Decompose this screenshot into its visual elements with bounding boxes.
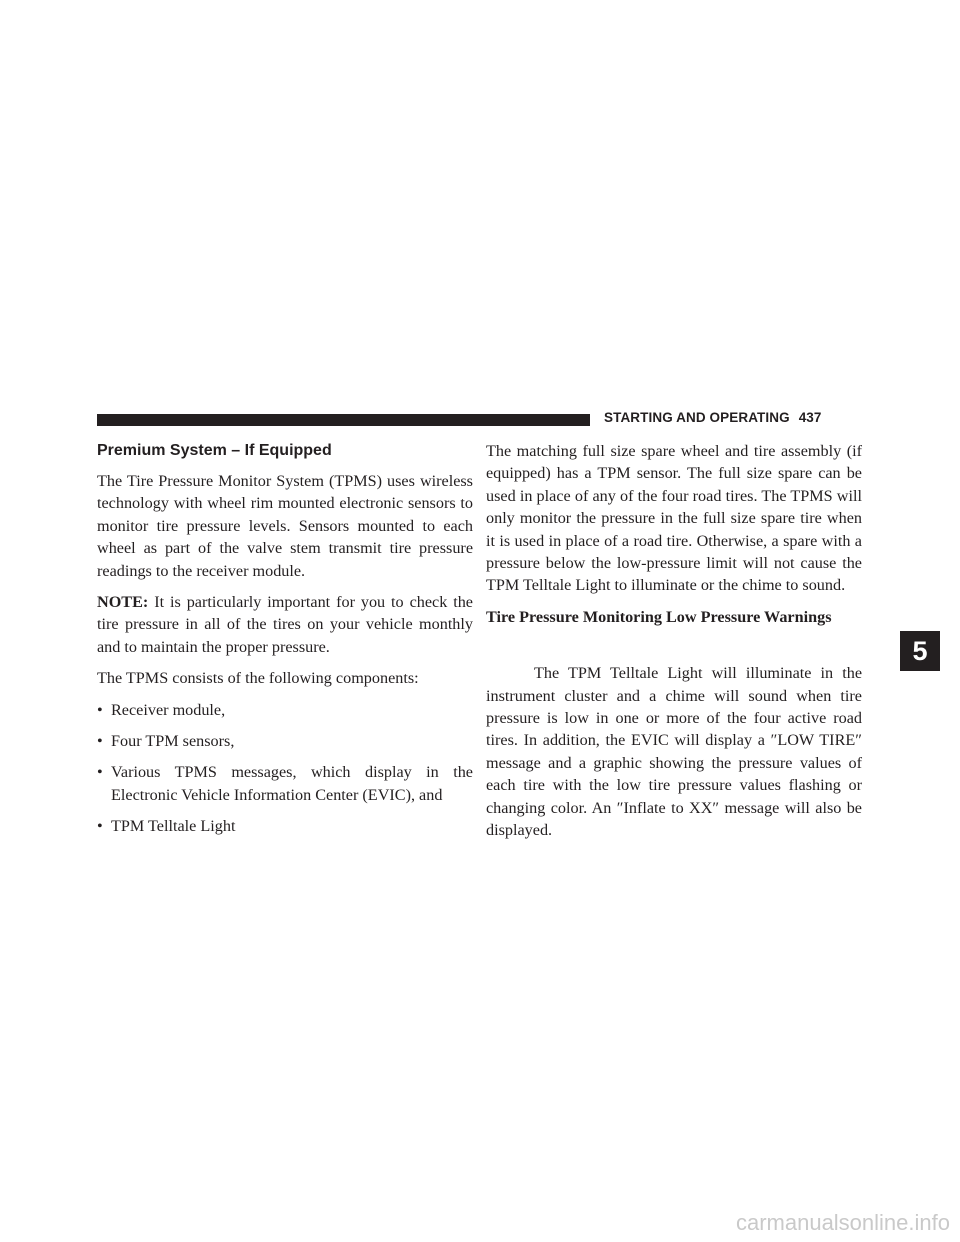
page-number: 437 bbox=[798, 410, 822, 425]
list-item bbox=[97, 815, 473, 837]
right-column bbox=[486, 440, 862, 851]
running-header bbox=[604, 410, 822, 425]
warning-paragraph: The TPM Telltale Light will illuminate in the instrument cluster and a chime will sound when tire pressure is low in one or more of the four active road tires. In addition, the EVIC will display a ″LOW TIRE″ message and a graphic showing the pressure values of each tire with the low tire pressure values flashing or changing color. An ″Inflate to XX″ message will also be displayed. bbox=[486, 664, 862, 840]
bullet-icon: • bbox=[97, 700, 103, 719]
note-label: NOTE: bbox=[97, 593, 149, 612]
list-item-text: Various TPMS messages, which display in the Electronic Vehicle Information Center (EVIC), and bbox=[111, 763, 473, 804]
list-item-text: Receiver module, bbox=[111, 700, 226, 719]
bullet-icon: • bbox=[97, 817, 103, 836]
warnings-subheading: Tire Pressure Monitoring Low Pressure Warnings bbox=[486, 607, 832, 626]
bullet-icon: • bbox=[97, 732, 103, 751]
chapter-tab: 5 bbox=[900, 631, 940, 671]
spare-paragraph: The matching full size spare wheel and tire assembly (if equipped) has a TPM sensor. The full size spare can be used in place of any of the four road tires. The TPMS will only monitor the pressure in the full size spare tire when it is used in place of a road tire. Otherwise, a spare with a pressure below the low-pressure limit will not cause the TPM Telltale Light to illuminate or the chime to sound. bbox=[486, 442, 862, 595]
section-title: STARTING AND OPERATING bbox=[604, 410, 790, 425]
note-text: It is particularly important for you to check the tire pressure in all of the tires on your vehicle monthly and to maintain the proper pressure. bbox=[97, 593, 473, 656]
list-item bbox=[97, 699, 473, 721]
section-heading: Premium System – If Equipped bbox=[97, 442, 332, 459]
intro-paragraph: The Tire Pressure Monitor System (TPMS) uses wireless technology with wheel rim mounted electronic sensors to monitor tire pressure levels. Sensors mounted to each wheel as part of the valve stem transmit tire pressure readings to the receiver module. bbox=[97, 472, 473, 580]
list-item bbox=[97, 761, 473, 806]
header-rule bbox=[97, 414, 590, 426]
list-item bbox=[97, 730, 473, 752]
note-paragraph bbox=[97, 591, 473, 658]
components-intro: The TPMS consists of the following components: bbox=[97, 669, 419, 688]
watermark: carmanualsonline.info bbox=[735, 1210, 950, 1235]
bullet-icon: • bbox=[97, 763, 103, 782]
list-item-text: TPM Telltale Light bbox=[111, 817, 236, 836]
list-item-text: Four TPM sensors, bbox=[111, 732, 235, 751]
left-column bbox=[97, 440, 473, 847]
components-list bbox=[97, 699, 473, 838]
